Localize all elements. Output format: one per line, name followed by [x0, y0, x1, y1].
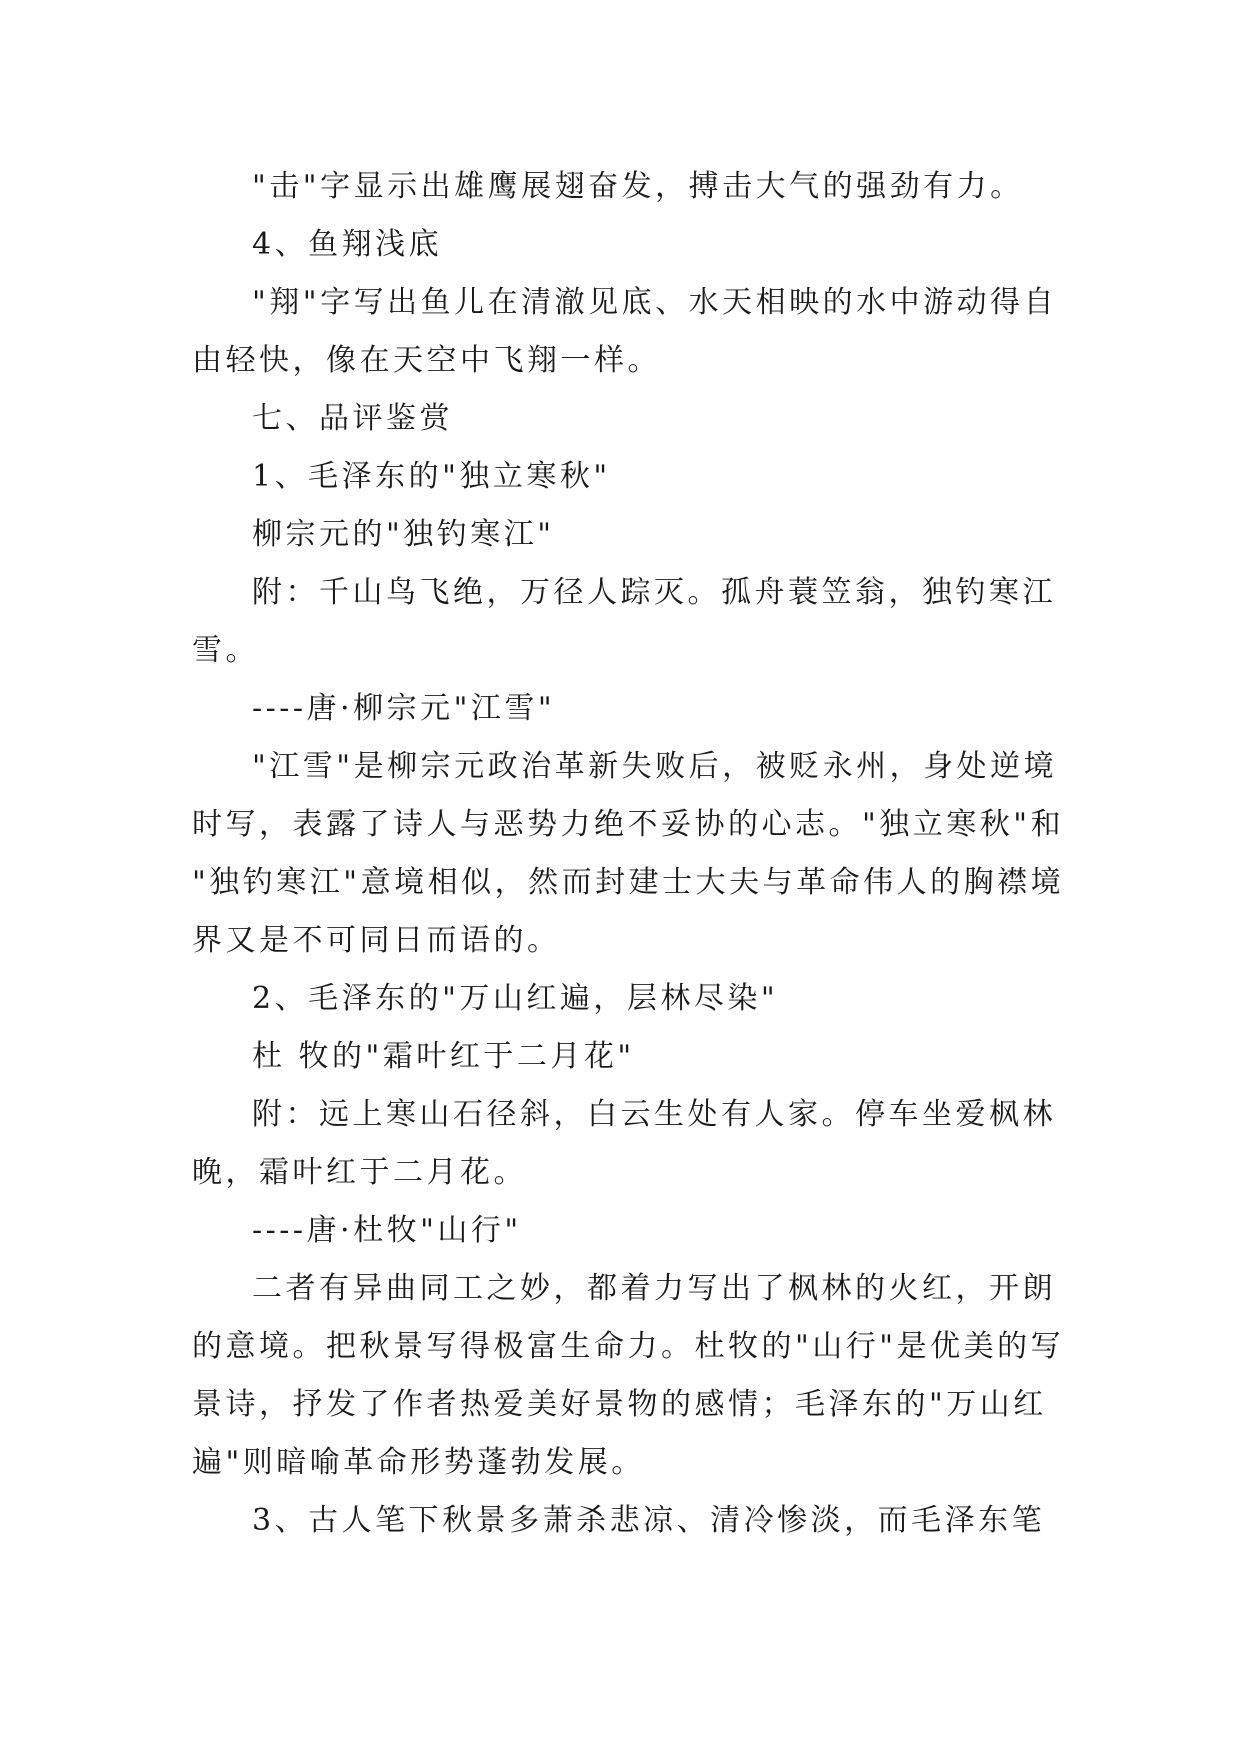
paragraph-line: 雪。: [192, 633, 259, 668]
paragraph-line: 景诗，抒发了作者热爱美好景物的感情；毛泽东的"万山红: [192, 1387, 1047, 1422]
paragraph-line: "击"字显示出雄鹰展翅奋发，搏击大气的强劲有力。: [252, 169, 1024, 204]
paragraph: [192, 274, 1058, 390]
paragraph-line: "翔"字写出鱼儿在清澈见底、水天相映的水中游动得自: [252, 285, 1058, 320]
paragraph: [192, 564, 1054, 680]
paragraph: [192, 158, 1054, 216]
paragraph: [192, 970, 1054, 1028]
paragraph: [192, 738, 1065, 970]
paragraph-line: 1、毛泽东的"独立寒秋": [252, 459, 611, 494]
paragraph: [192, 1260, 1065, 1492]
paragraph-line: 七、品评鉴赏: [252, 401, 453, 436]
paragraph-line: 4、鱼翔浅底: [252, 227, 443, 262]
paragraph-line: 界又是不可同日而语的。: [192, 923, 561, 958]
paragraph-line: 2、毛泽东的"万山红遍，层林尽染": [252, 981, 779, 1016]
paragraph: [192, 448, 1054, 506]
paragraph: [192, 1086, 1054, 1202]
paragraph-line: 遍"则暗喻革命形势蓬勃发展。: [192, 1445, 645, 1480]
paragraph: [192, 680, 1054, 738]
paragraph: [192, 390, 1054, 448]
paragraph-line: 附：千山鸟飞绝，万径人踪灭。孤舟蓑笠翁，独钓寒江: [252, 575, 1056, 610]
paragraph: [192, 1492, 1054, 1550]
paragraph-line: ----唐·柳宗元"江雪": [252, 691, 556, 726]
document-body: [192, 158, 1065, 1550]
paragraph-line: 杜 牧的"霜叶红于二月花": [252, 1039, 635, 1074]
paragraph-line: "江雪"是柳宗元政治革新失败后，被贬永州，身处逆境: [252, 749, 1058, 784]
paragraph: [192, 1202, 1054, 1260]
paragraph-line: 柳宗元的"独钓寒江": [252, 517, 555, 552]
paragraph-line: ----唐·杜牧"山行": [252, 1213, 522, 1248]
paragraph: [192, 216, 1054, 274]
paragraph-line: 的意境。把秋景写得极富生命力。杜牧的"山行"是优美的写: [192, 1329, 1065, 1364]
paragraph-line: 3、古人笔下秋景多萧杀悲凉、清冷惨淡，而毛泽东笔: [252, 1503, 1046, 1538]
paragraph-line: 二者有异曲同工之妙，都着力写出了枫林的火红，开朗: [252, 1271, 1056, 1306]
paragraph: [192, 1028, 1054, 1086]
paragraph-line: 附：远上寒山石径斜，白云生处有人家。停车坐爱枫林: [252, 1097, 1056, 1132]
paragraph-line: 时写，表露了诗人与恶势力绝不妥协的心志。"独立寒秋"和: [192, 807, 1065, 842]
paragraph-line: 晚，霜叶红于二月花。: [192, 1155, 527, 1190]
paragraph: [192, 506, 1054, 564]
paragraph-line: 由轻快，像在天空中飞翔一样。: [192, 343, 661, 378]
paragraph-line: "独钓寒江"意境相似，然而封建士大夫与革命伟人的胸襟境: [192, 865, 1065, 900]
